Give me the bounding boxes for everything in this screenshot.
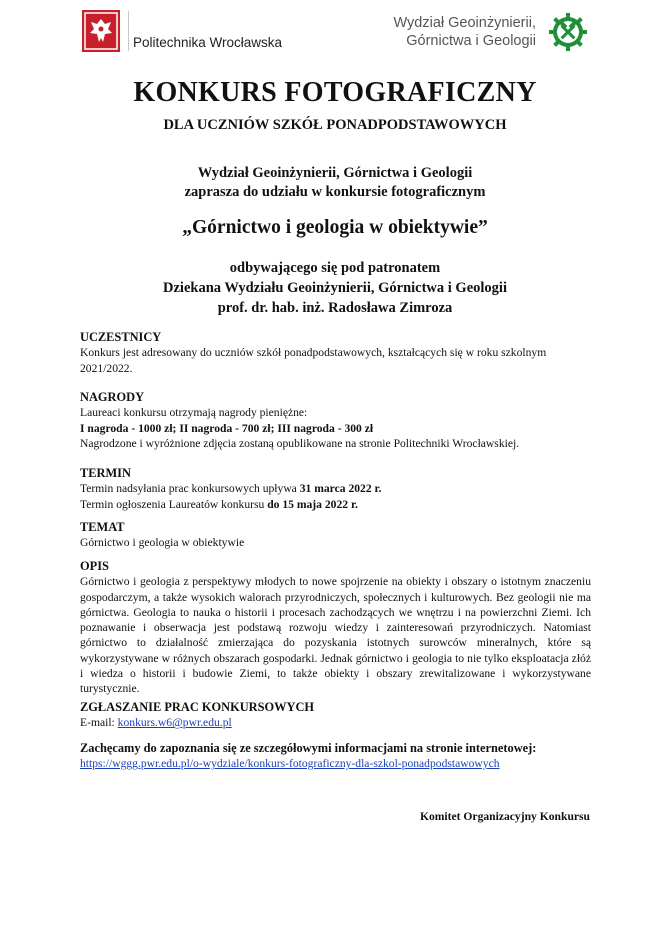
- prize-first: I nagroda - 1000 zł;: [80, 421, 177, 435]
- section-text: Górnictwo i geologia z perspektywy młodych to nowe spojrzenie na obiekty i obszary o istotnym znaczeniu gospodarczym, a także wysokich walorach przyrodniczych, społecznych i kulturowych. Bez geologii nie ma górnictwa. Geologia to nauka o historii i procesach zachodzących we wnętrzu i na powierzchni Ziemi. Ich poznawanie i obserwacja jest podstawą rozwoju wiedzy i zainteresowań przyrodniczych. Natomiast górnictwo to działalność zmierzająca do pozyskania istotnych surowców mineralnych, które są wykorzystywane w różnych obszarach gospodarki. Jednak górnictwo i geologia to nie tylko eksploatacja złóż i wiedza o historii i budowie Ziemi, to także obiekty i obszary zrewitalizowane i wykorzystywane turystycznie.: [80, 575, 591, 696]
- pwr-logo-name: Politechnika Wrocławska: [133, 34, 283, 50]
- section-text: Konkurs jest adresowany do uczniów szkół ponadpodstawowych, kształcących się w roku szkolnym 2021/2022.: [80, 346, 547, 375]
- email-label: E-mail:: [80, 716, 118, 730]
- page-title: KONKURS FOTOGRAFICZNY: [133, 77, 537, 108]
- section-heading: OPIS: [80, 559, 109, 573]
- footer-signature: Komitet Organizacyjny Konkursu: [419, 810, 590, 823]
- page-header: [0, 10, 670, 60]
- section-prizes: [80, 390, 591, 451]
- prizes-list: [80, 421, 591, 436]
- intro-line1: Wydział Geoinżynierii, Górnictwa i Geologii: [197, 165, 473, 181]
- prizes-intro: Laureaci konkursu otrzymają nagrody pieniężne:: [80, 406, 308, 420]
- wggg-logo-text: [393, 14, 536, 50]
- website-link[interactable]: https://wggg.pwr.edu.pl/o-wydziale/konkurs-fotograficzny-dla-szkol-ponadpodstawowych: [80, 757, 500, 771]
- deadline-results-text: Termin ogłoszenia Laureatów konkursu: [80, 497, 268, 511]
- intro-block: [0, 164, 670, 202]
- prize-third: III nagroda - 300 zł: [277, 421, 374, 435]
- section-text: Górnictwo i geologia w obiektywie: [80, 536, 245, 550]
- wggg-logo[interactable]: [393, 12, 588, 52]
- section-deadline: [80, 466, 591, 512]
- section-heading: TERMIN: [80, 466, 131, 480]
- section-participants: [80, 330, 591, 376]
- section-heading: TEMAT: [80, 520, 125, 534]
- section-heading: ZGŁASZANIE PRAC KONKURSOWYCH: [80, 700, 315, 714]
- section-more-info: [80, 741, 591, 772]
- crossed-hammers-gear-icon: [548, 12, 588, 52]
- section-theme: [80, 520, 591, 551]
- section-description: [80, 559, 591, 697]
- contest-motto: „Górnictwo i geologia w obiektywie”: [182, 217, 488, 238]
- section-heading: NAGRODY: [80, 390, 145, 404]
- patron-block: [0, 258, 670, 318]
- logo-divider: [128, 11, 129, 51]
- intro-line2: zaprasza do udziału w konkursie fotograficznym: [184, 184, 486, 200]
- section-heading: Zachęcamy do zapoznania się ze szczegółowymi informacjami na stronie internetowej:: [80, 741, 537, 755]
- patron-line1: odbywającego się pod patronatem: [229, 260, 441, 276]
- section-submissions: [80, 700, 591, 731]
- deadline-results-date: do 15 maja 2022 r.: [267, 497, 358, 511]
- section-heading: UCZESTNICY: [80, 330, 162, 344]
- submissions-email-row: [80, 715, 591, 730]
- email-link[interactable]: konkurs.w6@pwr.edu.pl: [117, 716, 232, 730]
- page-subtitle: DLA UCZNIÓW SZKÓŁ PONADPODSTAWOWYCH: [163, 117, 507, 133]
- wggg-logo-line1: Wydział Geoinżynierii,: [393, 15, 536, 31]
- patron-line3: prof. dr. hab. inż. Radosława Zimroza: [217, 300, 453, 316]
- prizes-publication: Nagrodzone i wyróżnione zdjęcia zostaną opublikowane na stronie Politechniki Wrocławskiej.: [80, 436, 520, 450]
- patron-line2: Dziekana Wydziału Geoinżynierii, Górnictwa i Geologii: [163, 280, 507, 296]
- deadline-submission-text: Termin nadsyłania prac konkursowych upływa: [80, 482, 300, 496]
- pwr-logo[interactable]: [82, 10, 282, 52]
- deadline-results: [80, 497, 591, 512]
- deadline-submission-date: 31 marca 2022 r.: [299, 482, 382, 496]
- prize-second: II nagroda - 700 zł;: [179, 421, 275, 435]
- wggg-logo-line2: Górnictwa i Geologii: [406, 33, 536, 49]
- deadline-submission: [80, 481, 591, 496]
- eagle-crest-icon: [82, 10, 120, 52]
